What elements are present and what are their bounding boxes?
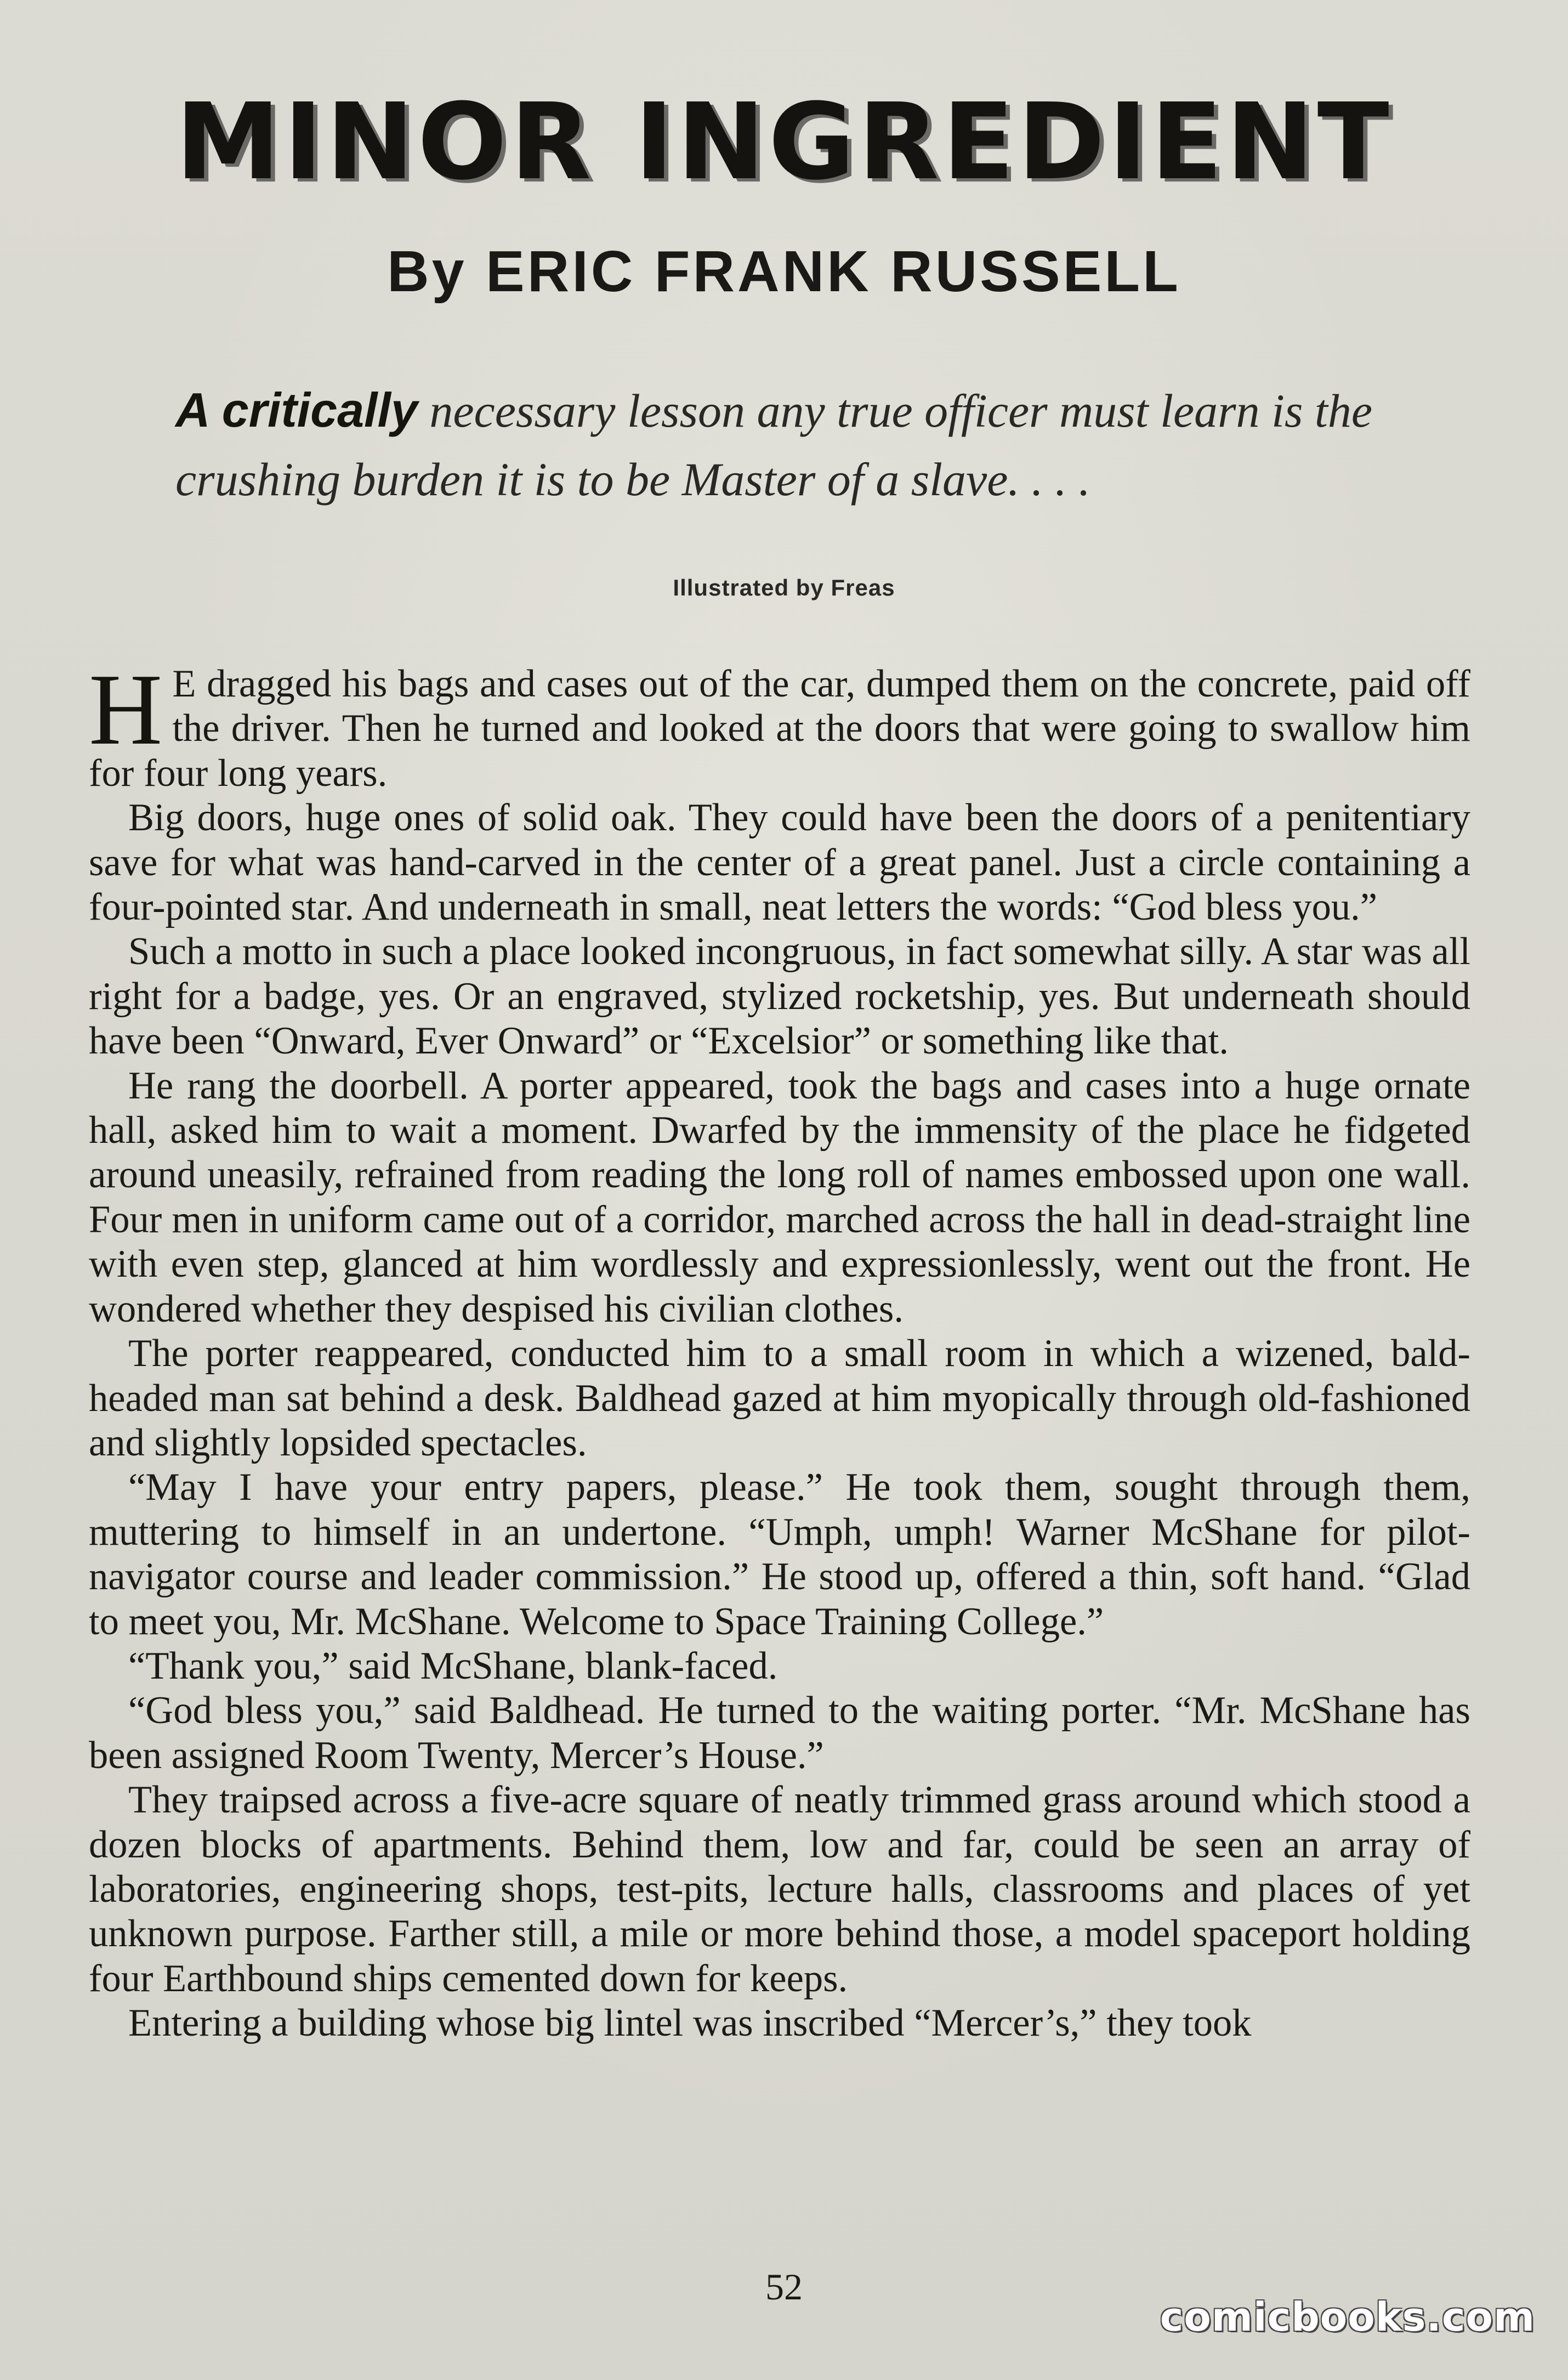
paragraph-text: E dragged his bags and cases out of the car, dumped them on the concrete, paid off the driver. Then he turned and looked at the doors that were going to swallow him for four long years. (89, 662, 1470, 795)
author-byline: By ERIC FRANK RUSSELL (387, 239, 1181, 304)
site-watermark: comicbooks.com (1160, 2294, 1535, 2340)
story-paragraph (89, 653, 1470, 796)
story-paragraph: They traipsed across a five-acre square of neatly trimmed grass around which stood a dozen blocks of apartments. Behind them, low and far, could be seen an array of laboratories, engineering shops, test-pits, lecture halls, classrooms and places of yet unknown purpose. Farther still, a mile or more behind those, a model spaceport holding four Earthbound ships cemented down for keeps. (89, 1778, 1470, 2000)
blurb-lead: A critically (175, 383, 418, 437)
illustrator-credit: Illustrated by Freas (673, 575, 895, 600)
blurb-text: necessary lesson any true officer must learn is the crushing burden it is to be Master of a slave. . . . (175, 384, 1373, 506)
story-paragraph: Entering a building whose big lintel was inscribed “Mercer’s,” they took (128, 2002, 1252, 2045)
story-title: MINOR INGREDIENT (175, 81, 1393, 203)
story-paragraph: The porter reappeared, conducted him to a small room in which a wizened, bald-headed man sat behind a desk. Baldhead gazed at him myopically through old-fashioned and slightly lopsided spectacles. (89, 1332, 1470, 1464)
story-paragraph: He rang the doorbell. A porter appeared, took the bags and cases into a huge ornate hall, asked him to wait a moment. Dwarfed by the immensity of the place he fidgeted around uneasily, refrained from reading the long roll of names embossed upon one wall. Four men in uniform came out of a corridor, marched across the hall in dead-straight line with even step, glanced at him wordlessly and expressionlessly, went out the front. He wondered whether they despised his civilian clothes. (89, 1064, 1470, 1330)
story-body (89, 653, 1470, 2046)
story-paragraph: Such a motto in such a place looked incongruous, in fact somewhat silly. A star was all right for a badge, yes. Or an engraved, stylized rocketship, yes. But underneath should have been “Onward, Ever Onward” or “Excelsior” or something like that. (89, 930, 1470, 1063)
page-number: 52 (765, 2266, 803, 2308)
story-paragraph: “God bless you,” said Baldhead. He turned to the waiting porter. “Mr. McShane has been assigned Room Twenty, Mercer’s House.” (89, 1689, 1470, 1777)
drop-cap: H (89, 653, 163, 766)
story-paragraph: “Thank you,” said McShane, blank-faced. (128, 1644, 778, 1687)
story-paragraph: “May I have your entry papers, please.” He took them, sought through them, muttering to himself in an undertone. “Umph, umph! Warner McShane for pilot-navigator course and leader commission.” He stood up, offered a thin, soft hand. “Glad to meet you, Mr. McShane. Welcome to Space Training College.” (89, 1466, 1470, 1643)
story-blurb (175, 376, 1425, 514)
story-paragraph: Big doors, huge ones of solid oak. They could have been the doors of a penitentiary save for what was hand-carved in the center of a great panel. Just a circle containing a four-pointed star. And underneath in small, neat letters the words: “God bless you.” (89, 796, 1470, 929)
